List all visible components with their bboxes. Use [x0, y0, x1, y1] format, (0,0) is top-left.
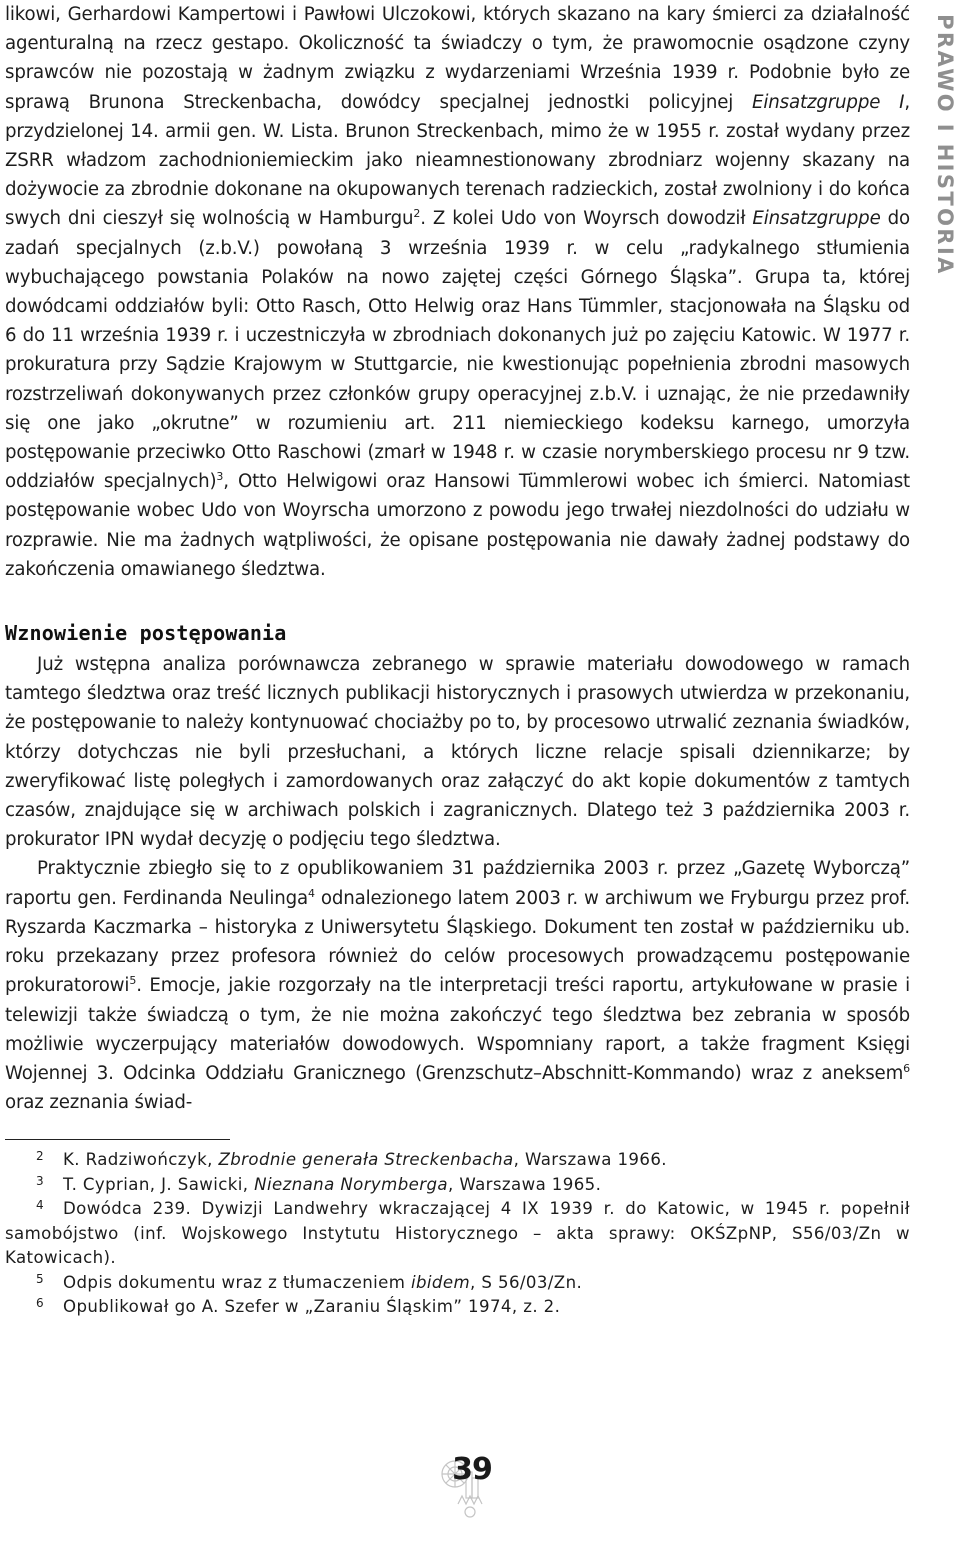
italic-term: Einsatzgruppe [752, 208, 881, 230]
section-heading-wrap [5, 620, 910, 646]
footnote-item: 6 Opublikował go A. Szefer w „Zaraniu Śląskim” 1974, z. 2. [36, 1296, 561, 1317]
footnote-ref: 6 [903, 1061, 910, 1075]
text-run: Już wstępna analiza porównawcza zebranego w sprawie materiału dowodowego w ramach tamtego śledztwa oraz treść licznych publikacji historycznych i prasowych utwierdza w przekonaniu, że postępowanie to należy kontynuować chociażby po to, by procesowo utrwalić zeznania świadków, którzy dotychczas nie byli przesłuchani, a których liczne relacje spisali dziennikarze; by zweryfikować listę poległych i zamordowanych oraz załączyć do akt kopie dokumentów z tamtych czasów, znajdujące się w archiwach polskich i zagranicznych. Dlatego też 3 października 2003 r. prokurator IPN wydał decyzję o podjęciu tego śledztwa. [5, 654, 910, 851]
footnote-ref: 5 [129, 974, 137, 988]
text-run: , Warszawa 1965. [447, 1174, 602, 1194]
footnote-ref: 3 [216, 470, 224, 484]
text-run: K. Radziwończyk, [63, 1150, 219, 1170]
text-run: do zadań specjalnych (z.b.V.) powołaną 3 września 1939 r. w celu „radykalnego stłumienia wybuchającego powstania Polaków na nowo zajętej części Górnego Śląska”. Grupa ta, której dowódcami oddziałów byli: Otto Rasch, Otto Helwig oraz Hans Tümmler, stacjonowała na Śląsku od 6 do 11 września 1939 r. i uczestniczyła w zbrodniach dokonanych już po zajęciu Katowic. W 1977 r. prokuratura przy Sądzie Krajowym w Stuttgarcie, nie kwestionując popełnienia zbrodni masowych rozstrzeliwań dokonywanych przez członków grupy operacyjnej z.b.V. i uznając, że nie przedawniły się one jako „okrutne” w rozumieniu art. 211 niemieckiego kodeksu karnego, umorzyła postępowanie przeciwko Otto Raschowi (zmarł w 1948 r. w czasie norymberskiego procesu nr 9 tzw. oddziałów specjalnych) [5, 208, 910, 493]
footnote-ref: 4 [308, 886, 315, 900]
text-run: oraz zeznania świad- [5, 1092, 193, 1114]
footnotes [5, 1148, 910, 1320]
italic-term: Einsatzgruppe I [752, 91, 905, 113]
text-run: Dowódca 239. Dywizji Landwehry wkraczającej 4 IX 1939 r. do Katowic, w 1945 r. popełnił samobójstwo (inf. Wojskowego Instytutu Historycznego – akta sprawy: OKŚZpNP, S56/03/Zn w Katowicach). [5, 1199, 910, 1268]
italic-term: ibidem [410, 1272, 471, 1292]
text-run: odnalezionego latem 2003 r. w archiwum we Fryburgu przez prof. Ryszarda Kaczmarka – historyka z Uniwersytetu Śląskiego. Dokument ten został w październiku ub. roku przekazany przez profesora również do celów procesowych prowadzącemu postępowanie prokuratorowi [5, 887, 910, 997]
italic-term: Nieznana Norymberga [254, 1174, 448, 1194]
footnote-divider [5, 1139, 230, 1140]
paragraph-2 [5, 650, 910, 854]
footnote-item: 4 Dowódca 239. Dywizji Landwehry wkraczającej 4 IX 1939 r. do Katowic, w 1945 r. popełnił samobójstwo (inf. Wojskowego Instytutu Historycznego – akta sprawy: OKŚZpNP, S56/03/Zn w Katowicach). [5, 1198, 910, 1268]
paragraph-3 [5, 854, 910, 1117]
footnote-ref: 2 [413, 207, 421, 221]
side-label-text: PRAWO I HISTORIA [933, 14, 957, 276]
article-body [5, 0, 910, 1320]
text-run: Praktycznie zbiegło się to z opublikowaniem 31 października 2003 r. przez „Gazetę Wyborczą” raportu gen. Ferdinanda Neulinga [5, 858, 910, 909]
text-run: . Z kolei Udo von Woyrsch dowodził [420, 208, 753, 230]
text-run: likowi, Gerhardowi Kampertowi i Pawłowi Ulczokowi, których skazano na kary śmierci za działalność agenturalną na rzecz gestapo. Okoliczność ta świadczy o tym, że prawomocnie osądzone czyny sprawców nie pozostają w żadnym związku z wydarzeniami Września 1939 r. Podobnie było ze sprawą Brunona Streckenbacha, dowódcy specjalnej jednostki policyjnej [5, 4, 910, 113]
text-run: , Warszawa 1966. [513, 1150, 667, 1170]
text-run: . Emocje, jakie rozgorzały na tle interpretacji treści raportu, artykułowane w prasie i telewizji także świadczą o tym, że nie można zakończyć tego śledztwa bez zebrania w sposób możliwie wyczerpujący materiałów dowodowych. Wspomniany raport, a także fragment Księgi Wojennej 3. Odcinka Oddziału Granicznego (Grenzschutz–Abschnitt-Kommando) wraz z aneksem [5, 975, 910, 1084]
page-number [432, 1452, 512, 1522]
italic-term: Zbrodnie generała Streckenbacha [218, 1150, 514, 1170]
footnote-item: 3 T. Cyprian, J. Sawicki, Nieznana Norymberga, Warszawa 1965. [36, 1173, 602, 1194]
section-heading: Wznowienie postępowania [5, 621, 287, 646]
text-run: Opublikował go A. Szefer w „Zaraniu Śląskim” 1974, z. 2. [63, 1297, 561, 1317]
text-run: , Otto Helwigowi oraz Hansowi Tümmlerowi wobec ich śmierci. Natomiast postępowanie wobec Udo von Woyrscha umorzono z powodu jego trwałej niezdolności do udziału w rozprawie. Nie ma żadnych wątpliwości, że opisane postępowania nie dawały żadnej podstawy do zakończenia omawianego śledztwa. [5, 471, 910, 580]
text-run: Odpis dokumentu wraz z tłumaczeniem [63, 1272, 411, 1292]
text-run: , S 56/03/Zn. [470, 1272, 583, 1292]
section-side-label [934, 0, 956, 290]
footnote-item: 2 K. Radziwończyk, Zbrodnie generała Streckenbacha, Warszawa 1966. [36, 1149, 667, 1170]
paragraph-continued [5, 0, 910, 584]
footnote-item: 5 Odpis dokumentu wraz z tłumaczeniem ibidem, S 56/03/Zn. [36, 1271, 583, 1292]
text-run: T. Cyprian, J. Sawicki, [63, 1174, 255, 1194]
page-number-text: 39 [452, 1452, 492, 1487]
text-run: , przydzielonej 14. armii gen. W. Lista. Brunon Streckenbach, mimo że w 1955 r. został wydany przez ZSRR władzom zachodnioniemieckim jako nieamnestionowany zbrodniarz wojenny skazany na dożywocie za zbrodnie dokonane na okupowanych terenach radzieckich, został zwolniony i do końca swych dni cieszył się wolnością w Hamburgu [5, 91, 910, 230]
